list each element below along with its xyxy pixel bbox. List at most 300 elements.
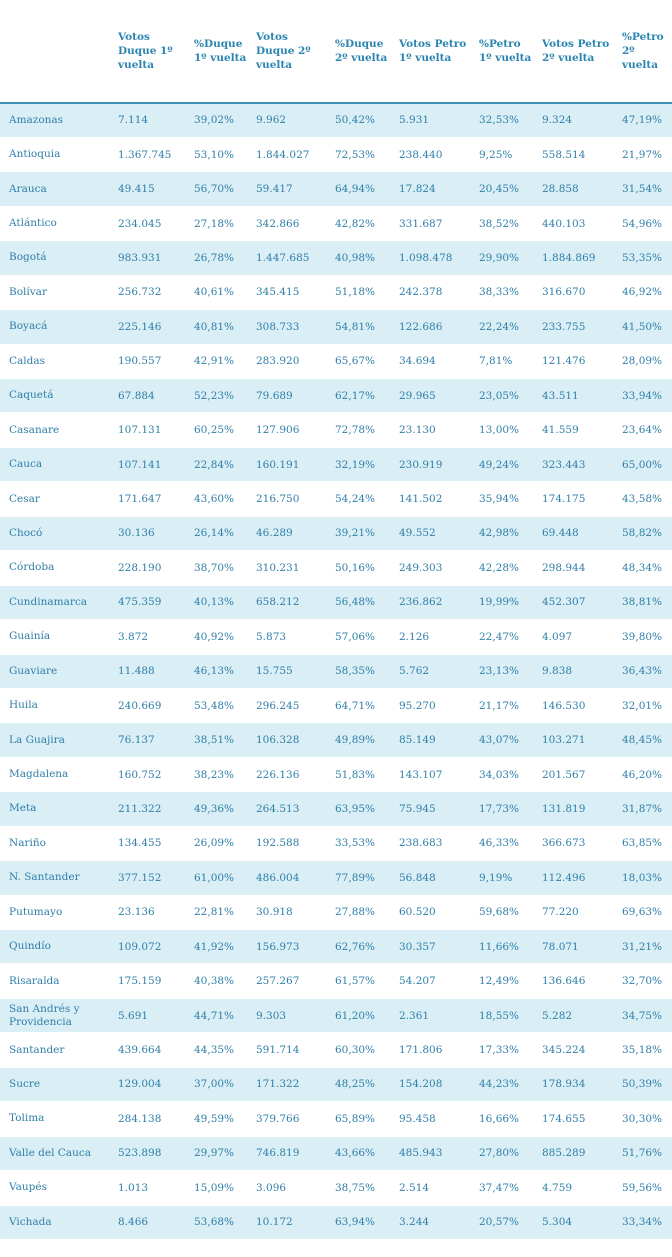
- cell-pct-duque-2: 57,06%: [327, 620, 391, 654]
- cell-pct-duque-1: 46,13%: [186, 654, 248, 688]
- cell-votos-duque-1: 30.136: [110, 516, 186, 550]
- cell-pct-petro-2: 43,58%: [614, 482, 672, 516]
- cell-votos-petro-2: 316.670: [534, 275, 614, 309]
- cell-pct-duque-1: 38,51%: [186, 723, 248, 757]
- cell-pct-duque-1: 26,14%: [186, 516, 248, 550]
- cell-pct-petro-1: 19,99%: [471, 585, 534, 619]
- cell-pct-petro-1: 43,07%: [471, 723, 534, 757]
- cell-votos-petro-1: 3.244: [391, 1205, 471, 1239]
- cell-votos-petro-1: 331.687: [391, 206, 471, 240]
- cell-pct-duque-1: 53,48%: [186, 688, 248, 722]
- cell-votos-petro-2: 5.304: [534, 1205, 614, 1239]
- cell-pct-petro-2: 38,81%: [614, 585, 672, 619]
- cell-votos-duque-2: 192.588: [248, 826, 327, 860]
- cell-pct-petro-2: 65,00%: [614, 447, 672, 481]
- cell-pct-duque-1: 15,09%: [186, 1171, 248, 1205]
- cell-votos-duque-1: 1.013: [110, 1171, 186, 1205]
- cell-votos-petro-1: 95.270: [391, 688, 471, 722]
- cell-votos-petro-1: 154.208: [391, 1067, 471, 1101]
- cell-department: Bogotá: [0, 241, 110, 275]
- cell-pct-duque-2: 51,83%: [327, 757, 391, 791]
- cell-votos-duque-2: 127.906: [248, 413, 327, 447]
- table-row: [0, 275, 672, 309]
- cell-pct-petro-2: 46,20%: [614, 757, 672, 791]
- cell-department: Amazonas: [0, 103, 110, 137]
- cell-pct-duque-2: 50,42%: [327, 103, 391, 137]
- cell-votos-petro-1: 2.126: [391, 620, 471, 654]
- header-votos-duque-1: Votos Duque 1º vuelta: [118, 31, 173, 71]
- cell-pct-duque-1: 40,92%: [186, 620, 248, 654]
- cell-votos-duque-1: 211.322: [110, 792, 186, 826]
- cell-votos-duque-2: 106.328: [248, 723, 327, 757]
- cell-pct-petro-1: 22,47%: [471, 620, 534, 654]
- cell-votos-duque-1: 983.931: [110, 241, 186, 275]
- cell-votos-petro-1: 5.762: [391, 654, 471, 688]
- cell-votos-petro-2: 9.324: [534, 103, 614, 137]
- cell-department: San Andrés y Providencia: [0, 998, 110, 1032]
- cell-votos-petro-2: 452.307: [534, 585, 614, 619]
- cell-pct-petro-2: 28,09%: [614, 344, 672, 378]
- cell-department: La Guajira: [0, 723, 110, 757]
- cell-pct-duque-1: 49,59%: [186, 1102, 248, 1136]
- table-row: [0, 895, 672, 929]
- cell-votos-duque-1: 7.114: [110, 103, 186, 137]
- cell-votos-petro-1: 95.458: [391, 1102, 471, 1136]
- cell-votos-duque-2: 658.212: [248, 585, 327, 619]
- cell-votos-petro-2: 4.759: [534, 1171, 614, 1205]
- cell-votos-duque-2: 296.245: [248, 688, 327, 722]
- cell-pct-petro-2: 54,96%: [614, 206, 672, 240]
- cell-pct-duque-2: 65,67%: [327, 344, 391, 378]
- table-row: [0, 1067, 672, 1101]
- cell-pct-petro-1: 27,80%: [471, 1136, 534, 1170]
- cell-votos-duque-2: 746.819: [248, 1136, 327, 1170]
- cell-pct-petro-2: 33,94%: [614, 379, 672, 413]
- cell-votos-duque-2: 79.689: [248, 379, 327, 413]
- cell-department: Nariño: [0, 826, 110, 860]
- cell-votos-petro-1: 30.357: [391, 930, 471, 964]
- cell-pct-duque-1: 29,97%: [186, 1136, 248, 1170]
- cell-votos-petro-2: 77.220: [534, 895, 614, 929]
- cell-pct-duque-2: 72,78%: [327, 413, 391, 447]
- cell-votos-petro-1: 230.919: [391, 447, 471, 481]
- cell-votos-duque-1: 439.664: [110, 1033, 186, 1067]
- cell-votos-petro-1: 23.130: [391, 413, 471, 447]
- cell-pct-petro-1: 59,68%: [471, 895, 534, 929]
- cell-pct-duque-1: 39,02%: [186, 103, 248, 137]
- cell-votos-duque-1: 1.367.745: [110, 137, 186, 171]
- cell-votos-duque-2: 9.303: [248, 998, 327, 1032]
- cell-pct-duque-1: 22,84%: [186, 447, 248, 481]
- cell-department: Bolívar: [0, 275, 110, 309]
- cell-pct-petro-1: 37,47%: [471, 1171, 534, 1205]
- cell-votos-duque-1: 107.131: [110, 413, 186, 447]
- cell-votos-petro-2: 174.175: [534, 482, 614, 516]
- cell-pct-petro-1: 13,00%: [471, 413, 534, 447]
- cell-votos-duque-2: 171.322: [248, 1067, 327, 1101]
- cell-pct-petro-1: 49,24%: [471, 447, 534, 481]
- cell-pct-duque-2: 32,19%: [327, 447, 391, 481]
- cell-votos-duque-2: 486.004: [248, 861, 327, 895]
- cell-votos-petro-1: 141.502: [391, 482, 471, 516]
- cell-pct-petro-1: 18,55%: [471, 998, 534, 1032]
- cell-pct-duque-2: 27,88%: [327, 895, 391, 929]
- cell-pct-petro-2: 47,19%: [614, 103, 672, 137]
- cell-pct-duque-1: 38,23%: [186, 757, 248, 791]
- cell-pct-petro-2: 46,92%: [614, 275, 672, 309]
- cell-pct-duque-1: 40,61%: [186, 275, 248, 309]
- cell-department: Tolima: [0, 1102, 110, 1136]
- header-row: [0, 0, 672, 103]
- cell-votos-petro-1: 238.440: [391, 137, 471, 171]
- cell-votos-duque-2: 591.714: [248, 1033, 327, 1067]
- cell-votos-duque-2: 342.866: [248, 206, 327, 240]
- cell-pct-duque-1: 22,81%: [186, 895, 248, 929]
- cell-votos-duque-1: 3.872: [110, 620, 186, 654]
- cell-pct-petro-2: 32,70%: [614, 964, 672, 998]
- cell-votos-duque-1: 225.146: [110, 310, 186, 344]
- cell-pct-petro-2: 48,45%: [614, 723, 672, 757]
- cell-votos-petro-1: 60.520: [391, 895, 471, 929]
- cell-votos-duque-2: 379.766: [248, 1102, 327, 1136]
- cell-votos-duque-2: 3.096: [248, 1171, 327, 1205]
- cell-pct-petro-1: 20,45%: [471, 172, 534, 206]
- cell-votos-duque-1: 134.455: [110, 826, 186, 860]
- table-row: [0, 1102, 672, 1136]
- header-votos-petro-2: Votos Petro 2º vuelta: [542, 38, 610, 64]
- cell-votos-duque-2: 226.136: [248, 757, 327, 791]
- table-row: [0, 861, 672, 895]
- table-row: [0, 930, 672, 964]
- cell-pct-petro-1: 44,23%: [471, 1067, 534, 1101]
- cell-pct-duque-2: 62,17%: [327, 379, 391, 413]
- table-row: [0, 792, 672, 826]
- cell-votos-petro-1: 17.824: [391, 172, 471, 206]
- cell-votos-duque-1: 190.557: [110, 344, 186, 378]
- table-row: [0, 1205, 672, 1239]
- cell-pct-petro-2: 31,54%: [614, 172, 672, 206]
- cell-pct-duque-1: 37,00%: [186, 1067, 248, 1101]
- cell-votos-petro-1: 485.943: [391, 1136, 471, 1170]
- cell-department: Atlántico: [0, 206, 110, 240]
- table-row: [0, 1033, 672, 1067]
- cell-department: Santander: [0, 1033, 110, 1067]
- cell-votos-duque-1: 8.466: [110, 1205, 186, 1239]
- cell-pct-petro-2: 18,03%: [614, 861, 672, 895]
- cell-pct-petro-2: 32,01%: [614, 688, 672, 722]
- cell-pct-petro-2: 41,50%: [614, 310, 672, 344]
- cell-pct-petro-1: 7,81%: [471, 344, 534, 378]
- cell-votos-duque-1: 475.359: [110, 585, 186, 619]
- table-row: [0, 379, 672, 413]
- table-body: [0, 103, 672, 1239]
- cell-votos-duque-2: 30.918: [248, 895, 327, 929]
- cell-pct-petro-1: 17,73%: [471, 792, 534, 826]
- cell-department: Chocó: [0, 516, 110, 550]
- cell-pct-duque-1: 60,25%: [186, 413, 248, 447]
- cell-pct-duque-2: 54,24%: [327, 482, 391, 516]
- cell-pct-petro-2: 33,34%: [614, 1205, 672, 1239]
- table-row: [0, 172, 672, 206]
- cell-pct-duque-2: 48,25%: [327, 1067, 391, 1101]
- cell-votos-petro-1: 85.149: [391, 723, 471, 757]
- table-row: [0, 413, 672, 447]
- cell-votos-petro-2: 78.071: [534, 930, 614, 964]
- cell-votos-duque-1: 49.415: [110, 172, 186, 206]
- cell-votos-petro-2: 178.934: [534, 1067, 614, 1101]
- cell-pct-petro-1: 32,53%: [471, 103, 534, 137]
- table-row: [0, 551, 672, 585]
- header-pct-petro-2: %Petro 2º vuelta: [622, 31, 664, 71]
- cell-department: Cauca: [0, 447, 110, 481]
- cell-pct-duque-1: 38,70%: [186, 551, 248, 585]
- cell-pct-duque-2: 64,71%: [327, 688, 391, 722]
- cell-votos-duque-2: 160.191: [248, 447, 327, 481]
- cell-pct-duque-2: 51,18%: [327, 275, 391, 309]
- cell-votos-petro-2: 136.646: [534, 964, 614, 998]
- cell-pct-duque-2: 42,82%: [327, 206, 391, 240]
- header-votos-petro-1: Votos Petro 1º vuelta: [399, 38, 467, 64]
- cell-votos-petro-1: 238.683: [391, 826, 471, 860]
- cell-votos-duque-2: 1.844.027: [248, 137, 327, 171]
- cell-pct-duque-1: 61,00%: [186, 861, 248, 895]
- cell-pct-duque-1: 41,92%: [186, 930, 248, 964]
- cell-votos-duque-2: 5.873: [248, 620, 327, 654]
- table-row: [0, 344, 672, 378]
- cell-votos-petro-1: 5.931: [391, 103, 471, 137]
- table-row: [0, 826, 672, 860]
- cell-pct-petro-2: 59,56%: [614, 1171, 672, 1205]
- cell-pct-petro-1: 11,66%: [471, 930, 534, 964]
- cell-pct-duque-2: 64,94%: [327, 172, 391, 206]
- cell-pct-petro-2: 23,64%: [614, 413, 672, 447]
- cell-pct-duque-1: 40,38%: [186, 964, 248, 998]
- cell-pct-petro-1: 35,94%: [471, 482, 534, 516]
- cell-pct-petro-2: 30,30%: [614, 1102, 672, 1136]
- cell-pct-duque-1: 53,10%: [186, 137, 248, 171]
- cell-pct-petro-1: 21,17%: [471, 688, 534, 722]
- table-row: [0, 447, 672, 481]
- cell-pct-duque-1: 44,71%: [186, 998, 248, 1032]
- cell-votos-petro-2: 69.448: [534, 516, 614, 550]
- cell-votos-duque-2: 156.973: [248, 930, 327, 964]
- cell-votos-petro-1: 249.303: [391, 551, 471, 585]
- cell-pct-duque-1: 43,60%: [186, 482, 248, 516]
- cell-department: Sucre: [0, 1067, 110, 1101]
- cell-pct-petro-1: 9,19%: [471, 861, 534, 895]
- cell-department: Guaviare: [0, 654, 110, 688]
- cell-pct-petro-2: 63,85%: [614, 826, 672, 860]
- cell-votos-petro-2: 28.858: [534, 172, 614, 206]
- table-row: [0, 585, 672, 619]
- cell-pct-petro-1: 34,03%: [471, 757, 534, 791]
- cell-votos-petro-2: 5.282: [534, 998, 614, 1032]
- cell-department: Cundinamarca: [0, 585, 110, 619]
- cell-department: Antioquia: [0, 137, 110, 171]
- cell-pct-petro-1: 29,90%: [471, 241, 534, 275]
- cell-votos-duque-1: 11.488: [110, 654, 186, 688]
- cell-pct-duque-2: 43,66%: [327, 1136, 391, 1170]
- cell-department: Casanare: [0, 413, 110, 447]
- table-row: [0, 757, 672, 791]
- cell-pct-duque-2: 60,30%: [327, 1033, 391, 1067]
- cell-votos-duque-2: 257.267: [248, 964, 327, 998]
- cell-votos-petro-1: 171.806: [391, 1033, 471, 1067]
- cell-department: Risaralda: [0, 964, 110, 998]
- cell-votos-petro-2: 1.884.869: [534, 241, 614, 275]
- cell-votos-duque-1: 67.884: [110, 379, 186, 413]
- cell-pct-duque-1: 49,36%: [186, 792, 248, 826]
- table-header: [0, 0, 672, 103]
- table-row: [0, 964, 672, 998]
- table-row: [0, 241, 672, 275]
- cell-department: Guainía: [0, 620, 110, 654]
- cell-votos-petro-1: 54.207: [391, 964, 471, 998]
- cell-pct-petro-1: 12,49%: [471, 964, 534, 998]
- cell-votos-petro-2: 298.944: [534, 551, 614, 585]
- cell-votos-petro-1: 2.361: [391, 998, 471, 1032]
- cell-votos-duque-1: 377.152: [110, 861, 186, 895]
- cell-pct-petro-2: 50,39%: [614, 1067, 672, 1101]
- cell-votos-petro-2: 121.476: [534, 344, 614, 378]
- cell-votos-duque-1: 109.072: [110, 930, 186, 964]
- cell-votos-petro-2: 103.271: [534, 723, 614, 757]
- cell-pct-petro-2: 39,80%: [614, 620, 672, 654]
- cell-pct-petro-2: 35,18%: [614, 1033, 672, 1067]
- cell-votos-petro-1: 34.694: [391, 344, 471, 378]
- cell-votos-petro-2: 4.097: [534, 620, 614, 654]
- cell-pct-petro-2: 31,87%: [614, 792, 672, 826]
- cell-votos-duque-2: 310.231: [248, 551, 327, 585]
- cell-votos-petro-2: 9.838: [534, 654, 614, 688]
- table-row: [0, 103, 672, 137]
- cell-pct-duque-2: 77,89%: [327, 861, 391, 895]
- cell-pct-duque-1: 26,78%: [186, 241, 248, 275]
- cell-votos-duque-2: 46.289: [248, 516, 327, 550]
- table-row: [0, 137, 672, 171]
- cell-votos-duque-2: 264.513: [248, 792, 327, 826]
- cell-votos-petro-2: 201.567: [534, 757, 614, 791]
- cell-votos-duque-1: 107.141: [110, 447, 186, 481]
- cell-pct-petro-1: 17,33%: [471, 1033, 534, 1067]
- table-row: [0, 620, 672, 654]
- table-row: [0, 998, 672, 1032]
- cell-votos-duque-1: 284.138: [110, 1102, 186, 1136]
- cell-votos-petro-1: 49.552: [391, 516, 471, 550]
- cell-votos-duque-1: 228.190: [110, 551, 186, 585]
- cell-pct-petro-2: 58,82%: [614, 516, 672, 550]
- table-row: [0, 688, 672, 722]
- cell-pct-duque-1: 56,70%: [186, 172, 248, 206]
- cell-pct-petro-2: 51,76%: [614, 1136, 672, 1170]
- cell-votos-petro-1: 1.098.478: [391, 241, 471, 275]
- cell-pct-duque-1: 26,09%: [186, 826, 248, 860]
- cell-pct-petro-2: 34,75%: [614, 998, 672, 1032]
- cell-pct-duque-1: 40,81%: [186, 310, 248, 344]
- cell-votos-petro-1: 75.945: [391, 792, 471, 826]
- cell-votos-duque-2: 9.962: [248, 103, 327, 137]
- cell-votos-duque-1: 171.647: [110, 482, 186, 516]
- cell-votos-duque-2: 15.755: [248, 654, 327, 688]
- cell-pct-petro-1: 22,24%: [471, 310, 534, 344]
- cell-votos-duque-2: 1.447.685: [248, 241, 327, 275]
- table-row: [0, 206, 672, 240]
- cell-pct-duque-2: 72,53%: [327, 137, 391, 171]
- cell-department: Huila: [0, 688, 110, 722]
- cell-votos-petro-2: 345.224: [534, 1033, 614, 1067]
- cell-department: Valle del Cauca: [0, 1136, 110, 1170]
- cell-votos-petro-2: 558.514: [534, 137, 614, 171]
- cell-pct-duque-2: 56,48%: [327, 585, 391, 619]
- cell-pct-duque-2: 63,95%: [327, 792, 391, 826]
- cell-pct-petro-2: 53,35%: [614, 241, 672, 275]
- cell-votos-petro-2: 174.655: [534, 1102, 614, 1136]
- cell-pct-duque-1: 52,23%: [186, 379, 248, 413]
- cell-pct-petro-1: 38,33%: [471, 275, 534, 309]
- cell-department: Vichada: [0, 1205, 110, 1239]
- cell-votos-petro-2: 233.755: [534, 310, 614, 344]
- cell-pct-petro-1: 42,98%: [471, 516, 534, 550]
- table-row: [0, 482, 672, 516]
- cell-votos-duque-1: 23.136: [110, 895, 186, 929]
- cell-votos-petro-2: 323.443: [534, 447, 614, 481]
- cell-votos-duque-1: 240.669: [110, 688, 186, 722]
- cell-votos-petro-1: 143.107: [391, 757, 471, 791]
- table-row: [0, 1136, 672, 1170]
- cell-pct-petro-2: 31,21%: [614, 930, 672, 964]
- cell-votos-petro-2: 440.103: [534, 206, 614, 240]
- cell-pct-duque-1: 40,13%: [186, 585, 248, 619]
- header-votos-duque-2: Votos Duque 2º vuelta: [256, 31, 311, 71]
- cell-pct-duque-1: 42,91%: [186, 344, 248, 378]
- header-pct-petro-1: %Petro 1º vuelta: [479, 38, 532, 64]
- cell-pct-duque-2: 54,81%: [327, 310, 391, 344]
- cell-department: Caquetá: [0, 379, 110, 413]
- cell-pct-duque-2: 39,21%: [327, 516, 391, 550]
- cell-votos-petro-1: 2.514: [391, 1171, 471, 1205]
- cell-department: Meta: [0, 792, 110, 826]
- cell-pct-duque-2: 50,16%: [327, 551, 391, 585]
- cell-votos-petro-1: 242.378: [391, 275, 471, 309]
- cell-pct-duque-2: 63,94%: [327, 1205, 391, 1239]
- cell-votos-petro-2: 112.496: [534, 861, 614, 895]
- cell-votos-petro-2: 43.511: [534, 379, 614, 413]
- table-row: [0, 723, 672, 757]
- cell-votos-duque-2: 308.733: [248, 310, 327, 344]
- cell-votos-duque-1: 175.159: [110, 964, 186, 998]
- cell-department: Córdoba: [0, 551, 110, 585]
- cell-votos-duque-1: 523.898: [110, 1136, 186, 1170]
- cell-pct-petro-1: 23,13%: [471, 654, 534, 688]
- cell-pct-duque-2: 61,20%: [327, 998, 391, 1032]
- cell-pct-petro-2: 21,97%: [614, 137, 672, 171]
- cell-pct-petro-2: 69,63%: [614, 895, 672, 929]
- cell-pct-petro-1: 16,66%: [471, 1102, 534, 1136]
- cell-pct-petro-1: 9,25%: [471, 137, 534, 171]
- cell-pct-duque-2: 61,57%: [327, 964, 391, 998]
- cell-votos-petro-2: 366.673: [534, 826, 614, 860]
- cell-pct-duque-2: 49,89%: [327, 723, 391, 757]
- cell-pct-petro-2: 48,34%: [614, 551, 672, 585]
- cell-pct-petro-1: 46,33%: [471, 826, 534, 860]
- cell-votos-petro-1: 236.862: [391, 585, 471, 619]
- cell-department: N. Santander: [0, 861, 110, 895]
- cell-votos-duque-1: 160.752: [110, 757, 186, 791]
- cell-department: Arauca: [0, 172, 110, 206]
- cell-department: Magdalena: [0, 757, 110, 791]
- cell-votos-duque-1: 256.732: [110, 275, 186, 309]
- cell-votos-duque-2: 10.172: [248, 1205, 327, 1239]
